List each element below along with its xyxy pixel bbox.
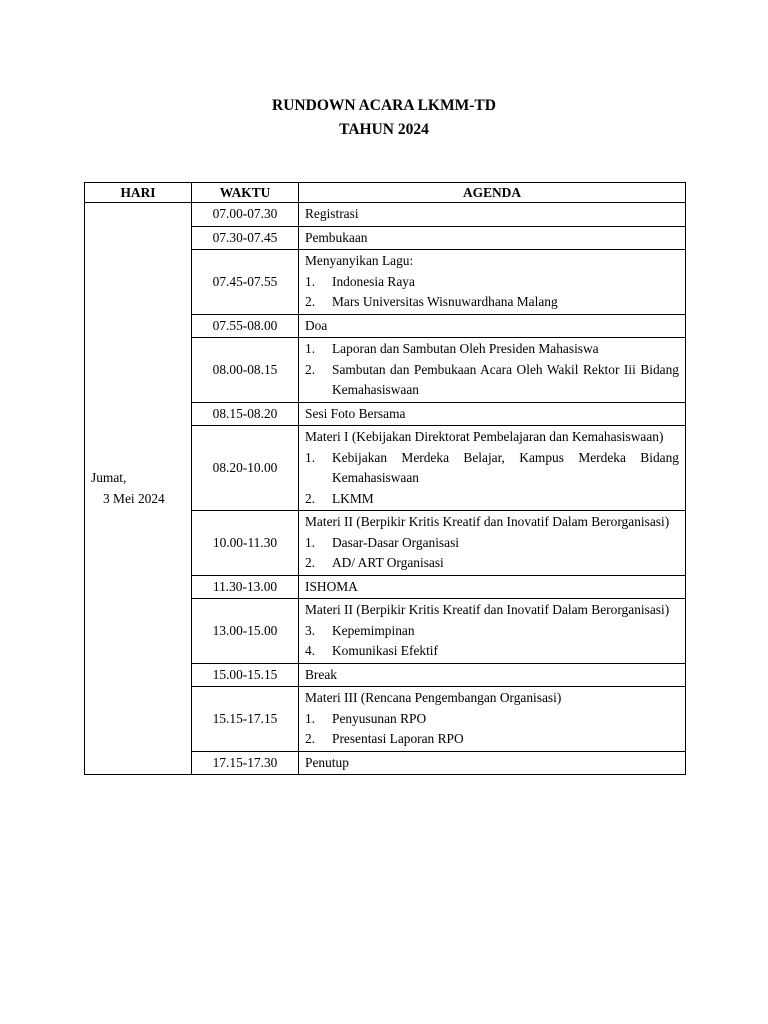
agenda-cell (299, 250, 686, 315)
list-text: Kebijakan Merdeka Belajar, Kampus Merdeka Bidang Kemahasiswaan (332, 449, 679, 485)
title-line-1: RUNDOWN ACARA LKMM-TD (272, 97, 496, 114)
document-title (0, 94, 768, 142)
list-number: 2. (305, 490, 316, 506)
list-number: 1. (305, 273, 316, 289)
list-number: 4. (305, 643, 316, 658)
agenda-cell (299, 338, 686, 403)
list-item (305, 709, 679, 730)
waktu-cell: 07.00-07.30 (192, 203, 299, 227)
agenda-cell: ISHOMA (299, 575, 686, 599)
list-text: Presentasi Laporan RPO (332, 731, 464, 746)
list-item (305, 641, 679, 662)
header-row (85, 183, 686, 203)
waktu-cell: 17.15-17.30 (192, 751, 299, 775)
agenda-heading: Menyanyikan Lagu: (305, 253, 414, 268)
list-item (305, 272, 679, 293)
list-item (305, 448, 679, 489)
agenda-cell (299, 599, 686, 664)
header-hari: HARI (85, 183, 192, 203)
list-number: 1. (305, 449, 316, 465)
waktu-cell: 07.30-07.45 (192, 226, 299, 250)
list-number: 2. (305, 361, 316, 377)
list-item (305, 292, 679, 313)
hari-day: Jumat, (91, 470, 127, 485)
list-item (305, 489, 679, 510)
agenda-heading: Materi II (Berpikir Kritis Kreatif dan Inovatif Dalam Berorganisasi) (305, 602, 670, 617)
list-number: 3. (305, 622, 316, 638)
list-item (305, 339, 679, 360)
list-text: Indonesia Raya (332, 273, 415, 289)
waktu-cell: 08.20-10.00 (192, 426, 299, 511)
list-text: Kepemimpinan (332, 622, 415, 638)
list-item (305, 360, 679, 401)
list-text: LKMM (332, 490, 374, 506)
agenda-heading: Materi III (Rencana Pengembangan Organisasi) (305, 690, 562, 705)
list-number: 2. (305, 731, 316, 746)
title-line-2: TAHUN 2024 (339, 121, 429, 138)
agenda-heading: Materi II (Berpikir Kritis Kreatif dan Inovatif Dalam Berorganisasi) (305, 514, 670, 529)
agenda-cell: Doa (299, 314, 686, 338)
agenda-cell (299, 687, 686, 752)
waktu-cell: 08.00-08.15 (192, 338, 299, 403)
header-agenda: AGENDA (299, 183, 686, 203)
agenda-cell: Pembukaan (299, 226, 686, 250)
list-text: Laporan dan Sambutan Oleh Presiden Mahasiswa (332, 341, 599, 356)
waktu-cell: 13.00-15.00 (192, 599, 299, 664)
waktu-cell: 10.00-11.30 (192, 511, 299, 576)
list-text: Komunikasi Efektif (332, 643, 438, 658)
list-item (305, 621, 679, 642)
agenda-cell: Break (299, 663, 686, 687)
waktu-cell: 15.15-17.15 (192, 687, 299, 752)
waktu-cell: 08.15-08.20 (192, 402, 299, 426)
agenda-cell (299, 511, 686, 576)
waktu-cell: 07.55-08.00 (192, 314, 299, 338)
agenda-heading: Materi I (Kebijakan Direktorat Pembelajaran dan Kemahasiswaan) (305, 429, 664, 444)
header-waktu: WAKTU (192, 183, 299, 203)
agenda-cell: Sesi Foto Bersama (299, 402, 686, 426)
agenda-cell: Penutup (299, 751, 686, 775)
list-number: 1. (305, 534, 316, 550)
table-row (85, 203, 686, 227)
waktu-cell: 11.30-13.00 (192, 575, 299, 599)
list-number: 1. (305, 341, 316, 356)
agenda-cell (299, 426, 686, 511)
list-text: Penyusunan RPO (332, 710, 427, 726)
list-text: AD/ ART Organisasi (332, 555, 444, 570)
list-item (305, 533, 679, 554)
list-text: Dasar-Dasar Organisasi (332, 534, 460, 550)
agenda-cell: Registrasi (299, 203, 686, 227)
list-number: 2. (305, 555, 316, 570)
waktu-cell: 15.00-15.15 (192, 663, 299, 687)
hari-cell (85, 203, 192, 775)
rundown-table (84, 182, 686, 775)
list-text: Sambutan dan Pembukaan Acara Oleh Wakil Rektor Iii Bidang Kemahasiswaan (332, 361, 679, 397)
hari-date: 3 Mei 2024 (103, 490, 165, 506)
list-number: 1. (305, 710, 316, 726)
list-item (305, 729, 679, 750)
list-number: 2. (305, 294, 316, 309)
list-item (305, 553, 679, 574)
list-text: Mars Universitas Wisnuwardhana Malang (332, 294, 558, 309)
waktu-cell: 07.45-07.55 (192, 250, 299, 315)
